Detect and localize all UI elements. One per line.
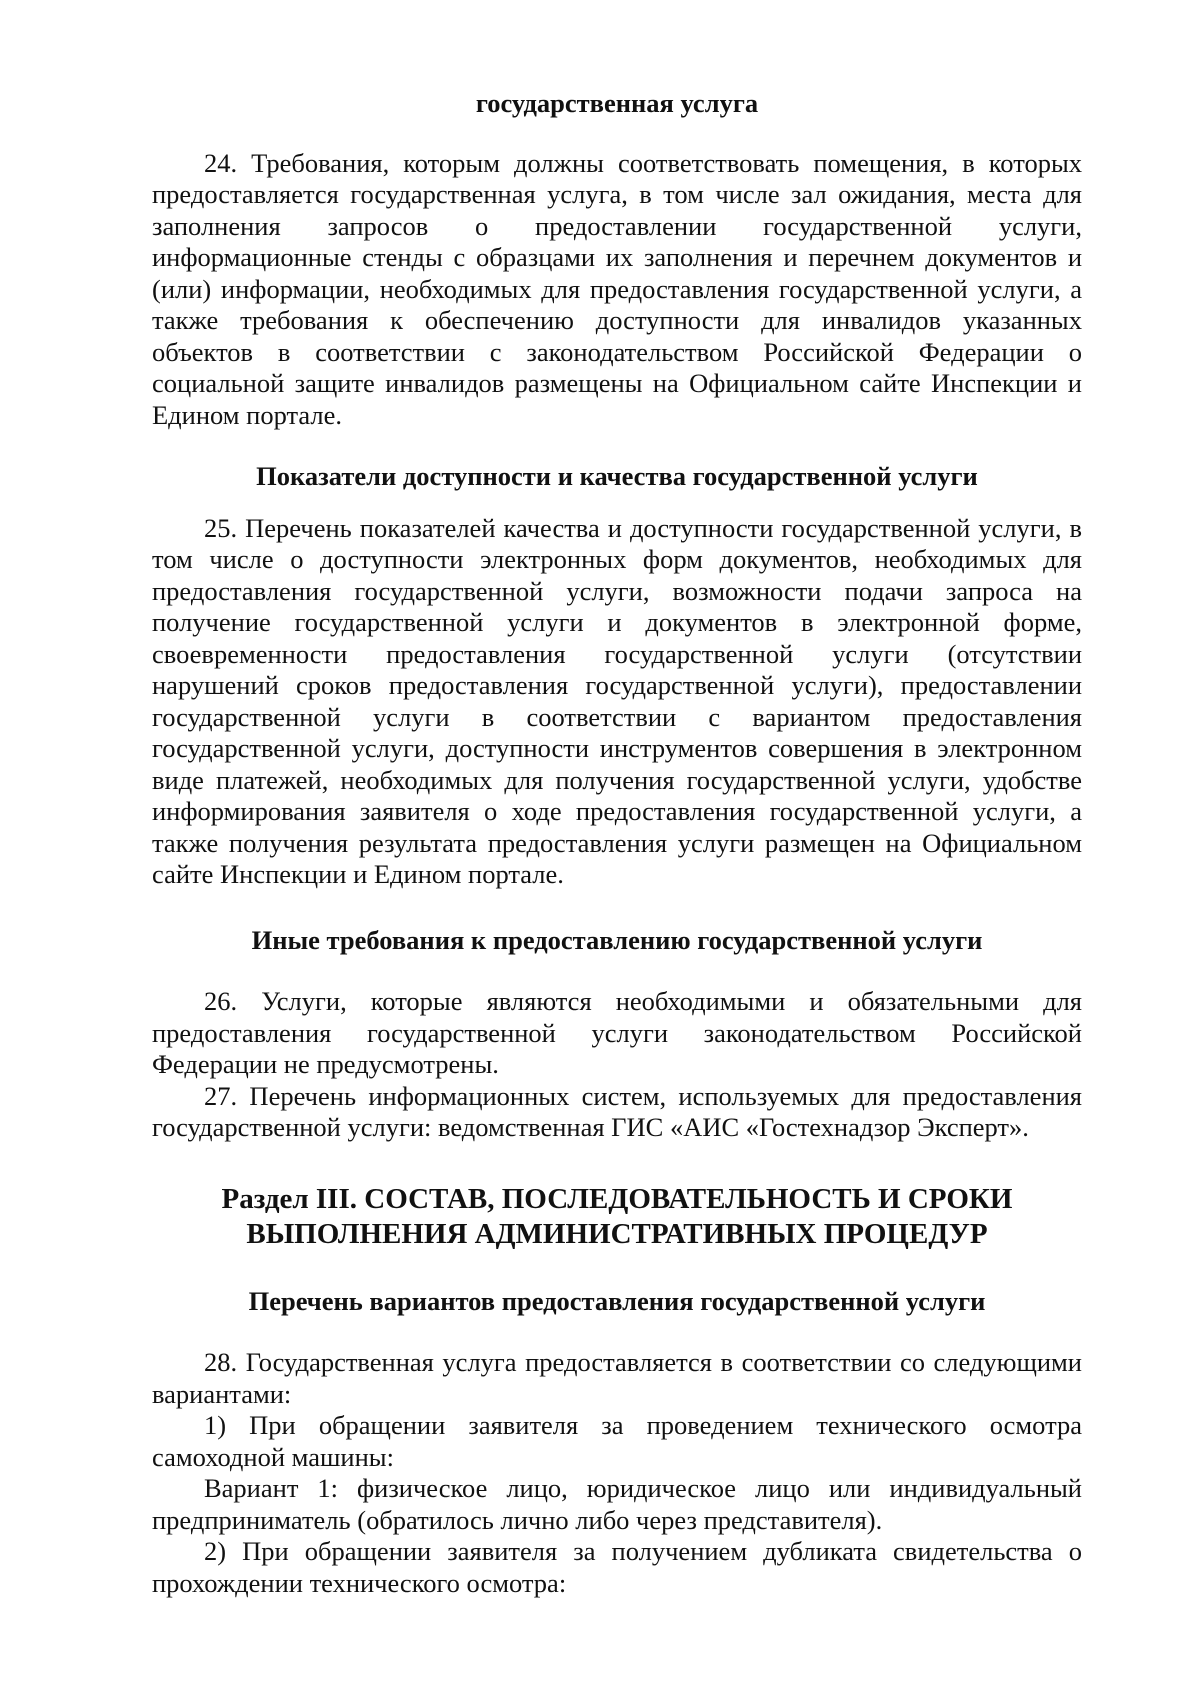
paragraph-28: 28. Государственная услуга предоставляется в соответствии со следующими вариантами: xyxy=(152,1347,1082,1409)
paragraph-26: 26. Услуги, которые являются необходимыми и обязательными для предоставления государственной услуги законодательством Российской Федерации не предусмотрены. xyxy=(152,986,1082,1079)
section-title-line-1: Раздел III. СОСТАВ, ПОСЛЕДОВАТЕЛЬНОСТЬ И СРОКИ xyxy=(221,1182,1013,1215)
paragraph-27: 27. Перечень информационных систем, используемых для предоставления государственной услуги: ведомственная ГИС «АИС «Гостехнадзор Эксперт». xyxy=(152,1080,1082,1142)
paragraph-28-item-1: 1) При обращении заявителя за проведением технического осмотра самоходной машины: xyxy=(152,1410,1082,1472)
heading-government-service: государственная услуга xyxy=(475,88,759,118)
paragraph-28-item-2: 2) При обращении заявителя за получением дубликата свидетельства о прохождении технического осмотра: xyxy=(152,1536,1082,1598)
heading-other-requirements: Иные требования к предоставлению государственной услуги xyxy=(251,924,983,955)
paragraph-24: 24. Требования, которым должны соответствовать помещения, в которых предоставляется государственная услуга, в том числе зал ожидания, места для заполнения запросов о предоставлении государственной услуги, информационные стенды с образцами их заполнения и перечнем документов и (или) информации, необходимых для предоставления государственной услуги, а также требования к обеспечению доступности для инвалидов указанных объектов в соответствии с законодательством Российской Федерации о социальной защите инвалидов размещены на Официальном сайте Инспекции и Едином портале. xyxy=(152,147,1082,430)
paragraph-25: 25. Перечень показателей качества и доступности государственной услуги, в том числе о доступности электронных форм документов, необходимых для предоставления государственной услуги, возможности подачи запроса на получение государственной услуги и документов в электронной форме, своевременности предоставления государственной услуги (отсутствии нарушений сроков предоставления государственной услуги), предоставлении государственной услуги в соответствии с вариантом предоставления государственной услуги, доступности инструментов совершения в электронном виде платежей, необходимых для получения государственной услуги, удобстве информирования заявителя о ходе предоставления государственной услуги, а также получения результата предоставления услуги размещен на Официальном сайте Инспекции и Едином портале. xyxy=(152,512,1082,889)
section-title-line-2: ВЫПОЛНЕНИЯ АДМИНИСТРАТИВНЫХ ПРОЦЕДУР xyxy=(246,1217,988,1250)
heading-quality-indicators: Показатели доступности и качества государственной услуги xyxy=(256,461,978,491)
heading-service-variants: Перечень вариантов предоставления государственной услуги xyxy=(248,1285,986,1316)
paragraph-28-variant-1: Вариант 1: физическое лицо, юридическое лицо или индивидуальный предприниматель (обратилось лично либо через представителя). xyxy=(152,1473,1082,1535)
